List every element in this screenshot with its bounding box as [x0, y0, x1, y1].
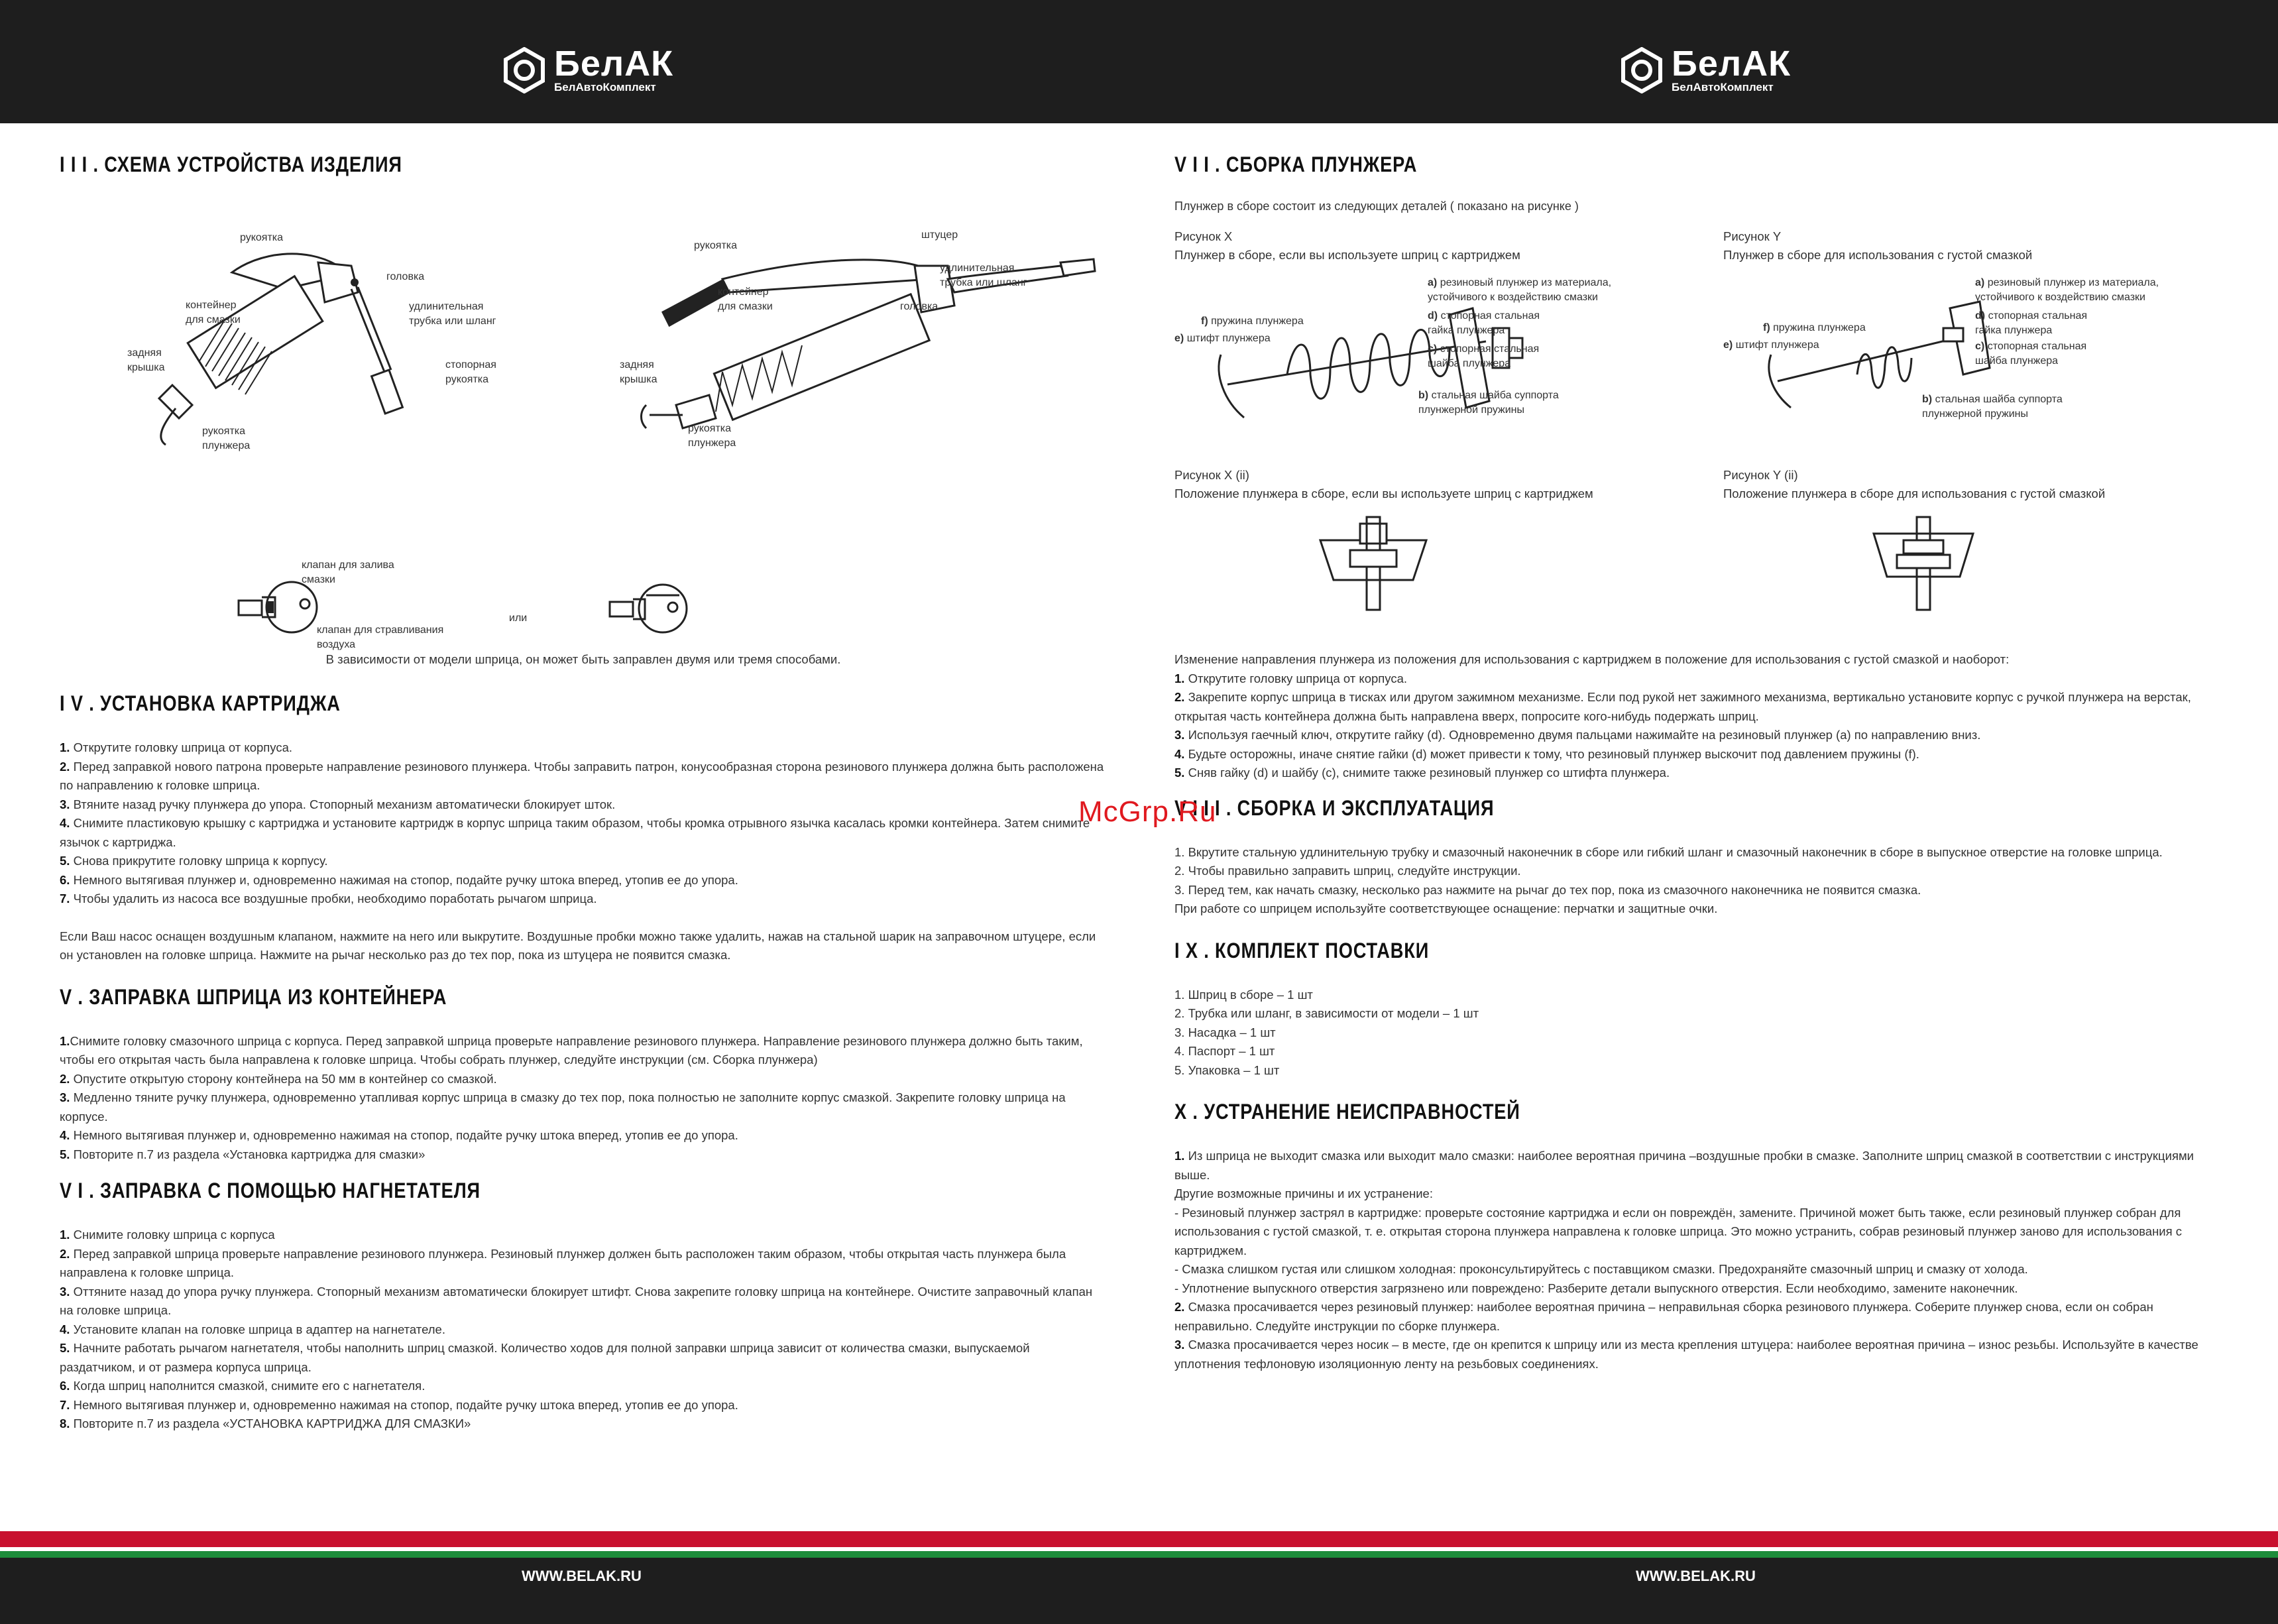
list-item: 2. Перед заправкой нового патрона проверьте направление резинового плунжера. Чтобы заправить патрон, конусообразная сторона резинового плунжера должна быть расположена по направлению к головке шприца.: [60, 759, 1104, 792]
part-d-label: d) стопорная стальная: [1975, 310, 2088, 321]
hex-nut-icon: [501, 47, 547, 93]
label: рукоятка: [694, 240, 738, 251]
label: задняя: [127, 347, 162, 359]
part-b-label-2: плунжерной пружины: [1922, 408, 2028, 420]
label: стопорная: [445, 359, 496, 371]
plunger-y2-drawing: [1864, 514, 1983, 613]
part-b-label-2: плунжерной пружины: [1418, 404, 1524, 416]
list-item: 3. Втяните назад ручку плунжера до упора. Стопорный механизм автоматически блокирует шток.: [60, 797, 616, 811]
list-item: 6. Немного вытягивая плунжер и, одновременно нажимая на стопор, подайте ручку штока вперед, утопив ее до упора.: [60, 872, 738, 887]
part-c-label: c) стопорная стальная: [1428, 343, 1540, 355]
label: удлинительная: [940, 262, 1015, 274]
fig-x-title: Рисунок X: [1174, 229, 1233, 243]
section-4-title: I V . УСТАНОВКА КАРТРИДЖА: [60, 691, 341, 715]
label: рукоятка: [688, 423, 732, 434]
part-b-label: b) стальная шайба суппорта: [1922, 394, 2063, 405]
list-item: 3. Оттяните назад до упора ручку плунжера. Стопорный механизм автоматически блокирует штифт. Снова закрепите головку шприца на контейнере. Очистите заправочный клапан на головке шприца.: [60, 1284, 1093, 1317]
fig-x2-title: Рисунок X (ii): [1174, 468, 1249, 482]
fig-x2-desc: Положение плунжера в сборе, если вы используете шприц с картриджем: [1174, 487, 1593, 500]
fig-y2-title: Рисунок Y (ii): [1723, 468, 1798, 482]
plunger-diagrams: [1174, 215, 2222, 653]
part-e-label: e) штифт плунжера: [1174, 333, 1271, 344]
list-item: 2. Трубка или шланг, в зависимости от модели – 1 шт: [1174, 1006, 1479, 1020]
list-item: 2. Перед заправкой шприца проверьте направление резинового плунжера. Резиновый плунжер должен быть расположен таким образом, чтобы открытая часть плунжера была направлена к головке шприца.: [60, 1246, 1066, 1279]
label: головка: [900, 301, 939, 312]
brand-name: БелАК: [1672, 44, 1792, 84]
label: головка: [386, 271, 425, 282]
label: контейнер: [718, 286, 769, 298]
list-item: 7. Немного вытягивая плунжер и, одновременно нажимая на стопор, подайте ручку штока вперед, утопив ее до упора.: [60, 1397, 738, 1412]
list-item: 4. Немного вытягивая плунжер и, одновременно нажимая на стопор, подайте ручку штока вперед, утопив ее до упора.: [60, 1128, 738, 1142]
fig-y-title: Рисунок Y: [1723, 229, 1782, 243]
plunger-x2-drawing: [1314, 514, 1433, 613]
brand-subtitle: БелАвтоКомплект: [1672, 81, 1774, 93]
text-line: - Уплотнение выпускного отверстия загрязнено или повреждено: Разберите детали выпускного отверстия. Если необходимо, замените наконечник.: [1174, 1281, 2018, 1295]
label: воздуха: [317, 639, 356, 650]
list-item: 4. Паспорт – 1 шт: [1174, 1044, 1275, 1058]
label: задняя: [620, 359, 654, 371]
valve-head-2-drawing: [606, 581, 699, 640]
list-item: 6. Когда шприц наполнится смазкой, снимите его с нагнетателя.: [60, 1379, 426, 1393]
part-c-label: c) стопорная стальная: [1975, 341, 2087, 352]
label: клапан для стравливания: [317, 624, 444, 636]
list-item: 5. Начните работать рычагом нагнетателя, чтобы наполнить шприц смазкой. Количество ходов для полной заправки шприца зависит от количества смазки, выпускаемой раздатчиком, и от размера корпуса шприца.: [60, 1341, 1030, 1374]
list-item: 5. Сняв гайку (d) и шайбу (c), снимите также резиновый плунжер со штифта плунжера.: [1174, 766, 1670, 780]
list-item: 4. Будьте осторожны, иначе снятие гайки (d) может привести к тому, что резиновый плунжер выскочит под давлением пружины (f).: [1174, 746, 1919, 761]
list-item: 1.Снимите головку смазочного шприца с корпуса. Перед заправкой шприца проверьте направление резинового плунжера. Направление резинового плунжера должно быть таким, чтобы его открытая часть была направлена к головке шприца. Чтобы собрать плунжер, следуйте инструкции (см. Сборка плунжера): [60, 1033, 1083, 1067]
footer-link-right[interactable]: WWW.BELAK.RU: [1636, 1568, 1756, 1584]
footer-link-left[interactable]: WWW.BELAK.RU: [522, 1568, 642, 1584]
left-page: [60, 152, 1107, 1434]
part-f-label: f) пружина плунжера: [1201, 316, 1304, 327]
text-line: - Смазка слишком густая или слишком холодная: проконсультируйтесь с поставщиком смазки. Предохраняйте смазочный шприц и смазку от холода.: [1174, 1262, 2028, 1276]
fig-y-desc: Плунжер в сборе для использования с густой смазкой: [1723, 248, 2033, 262]
part-c-label-2: шайба плунжера: [1428, 358, 1511, 369]
list-item: 4. Снимите пластиковую крышку с картриджа и установите картридж в корпус шприца таким образом, чтобы кромка отрывного язычка касалась кромки контейнера. Затем снимите язычок с картриджа.: [60, 816, 1090, 849]
section-10-text: [1174, 1147, 2222, 1373]
hex-nut-icon: [1619, 47, 1665, 93]
list-item: 2. Закрепите корпус шприца в тисках или другом зажимном механизме. Если под рукой нет зажимного механизма, вертикально установите корпус с ручкой плунжера на верстак, открытая часть контейнера должна быть направлена вверх, попросите кого-нибудь подержать шприц.: [1174, 690, 2191, 723]
list-item: 3. Смазка просачивается через носик – в месте, где он крепится к шприцу или из места крепления штуцера: наиболее вероятная причина – износ резьбы. Используйте в качестве уплотнения тефлоновую изоляционную ленту на резьбовых соединениях.: [1174, 1338, 2198, 1371]
list-item: 3. Насадка – 1 шт: [1174, 1025, 1276, 1039]
list-item: 1. Открутите головку шприца от корпуса.: [60, 740, 293, 754]
fig-x-desc: Плунжер в сборе, если вы используете шприц с картриджем: [1174, 248, 1520, 262]
diagram-caption: В зависимости от модели шприца, он может быть заправлен двумя или тремя способами.: [325, 652, 841, 666]
section-5-title: V . ЗАПРАВКА ШПРИЦА ИЗ КОНТЕЙНЕРА: [60, 984, 447, 1009]
change-intro: Изменение направления плунжера из положения для использования с картриджем в положение для использования с густой смазкой и наоборот:: [1174, 652, 2010, 666]
label: смазки: [302, 574, 335, 585]
logo-right: [1619, 46, 1791, 94]
list-item: 1. Открутите головку шприца от корпуса.: [1174, 671, 1408, 685]
label: рукоятка: [202, 426, 246, 437]
list-item: 2. Смазка просачивается через резиновый плунжер: наиболее вероятная причина – неправильная сборка резинового плунжера. Соберите плунжер снова, если он собран неправильно. Следуйте инструкции по сборке плунжера.: [1174, 1300, 2153, 1333]
brand-subtitle: БелАвтоКомплект: [554, 81, 656, 93]
list-item: 5. Повторите п.7 из раздела «Установка картриджа для смазки»: [60, 1147, 426, 1161]
plunger-intro: Плунжер в сборе состоит из следующих деталей ( показано на рисунке ): [1174, 200, 1579, 213]
list-item: 3. Используя гаечный ключ, открутите гайку (d). Одновременно двумя пальцами нажимайте на резиновый плунжер (a) по направлению вниз.: [1174, 728, 1981, 742]
label: для смазки: [718, 301, 773, 312]
label: клапан для залива: [302, 559, 394, 571]
label: рукоятка: [445, 374, 489, 385]
section-9-title: I X . КОМПЛЕКТ ПОСТАВКИ: [1174, 938, 1430, 962]
top-bar: [0, 0, 2278, 123]
label: удлинительная: [409, 301, 484, 312]
green-stripe: [0, 1551, 2278, 1558]
section-4-note: Если Ваш насос оснащен воздушным клапаном, нажмите на него или выкрутите. Воздушные пробки можно также удалить, нажав на стальной шарик на заправочном штуцере, если он установлен на головке шприца. Нажмите на рычаг несколько раз до тех пор, пока из штуцера не появится смазка.: [60, 929, 1096, 962]
label: трубка или шланг: [409, 316, 496, 327]
part-d-label-2: гайка плунжера: [1975, 325, 2053, 336]
list-item: 5. Снова прикрутите головку шприца к корпусу.: [60, 854, 328, 868]
label-or: или: [509, 612, 528, 624]
list-item: 8. Повторите п.7 из раздела «УСТАНОВКА КАРТРИДЖА ДЛЯ СМАЗКИ»: [60, 1417, 471, 1430]
label: крышка: [620, 374, 657, 385]
label: трубка или шланг: [940, 277, 1027, 288]
fig-y2-desc: Положение плунжера в сборе для использования с густой смазкой: [1723, 487, 2106, 500]
logo-left: [501, 46, 673, 94]
list-item: 4. Установите клапан на головке шприца в адаптер на нагнетателе.: [60, 1322, 445, 1336]
part-a-label-2: устойчивого к воздействию смазки: [1975, 292, 2145, 303]
section-7-steps: [1174, 650, 2222, 783]
label: плунжера: [202, 440, 251, 451]
section-7-title: V I I . СБОРКА ПЛУНЖЕРА: [1174, 152, 1418, 176]
list-item: 2. Чтобы правильно заправить шприц, следуйте инструкции.: [1174, 864, 1521, 878]
list-item: 1. Снимите головку шприца с корпуса: [60, 1228, 275, 1242]
list-item: 3. Медленно тяните ручку плунжера, одновременно утапливая корпус шприца в смазку до тех пор, пока полностью не заполните корпус смазкой. Закрепите головку шприца на корпусе.: [60, 1090, 1066, 1124]
list-item: При работе со шприцем используйте соответствующее оснащение: перчатки и защитные очки.: [1174, 901, 1718, 915]
section-4-list: [60, 738, 1107, 965]
section-3-title: I I I . СХЕМА УСТРОЙСТВА ИЗДЕЛИЯ: [60, 152, 402, 176]
watermark: McGrp.Ru: [1078, 795, 1217, 828]
section-8-list: [1174, 843, 2222, 919]
part-a-label: a) резиновый плунжер из материала,: [1428, 277, 1612, 288]
section-9-list: [1174, 986, 2222, 1080]
list-item: 7. Чтобы удалить из насоса все воздушные пробки, необходимо поработать рычагом шприца.: [60, 892, 597, 905]
device-diagram: [60, 200, 1107, 657]
list-item: 5. Упаковка – 1 шт: [1174, 1063, 1280, 1077]
label: плунжера: [688, 437, 736, 449]
label: штуцер: [921, 229, 958, 241]
part-f-label: f) пружина плунжера: [1763, 322, 1866, 333]
section-6-title: V I . ЗАПРАВКА С ПОМОЩЬЮ НАГНЕТАТЕЛЯ: [60, 1179, 481, 1202]
text-line: Другие возможные причины и их устранение:: [1174, 1187, 1433, 1200]
part-b-label: b) стальная шайба суппорта: [1418, 390, 1559, 401]
section-10-title: X . УСТРАНЕНИЕ НЕИСПРАВНОСТЕЙ: [1174, 1100, 1520, 1124]
list-item: 1. Вкрутите стальную удлинительную трубку и смазочный наконечник в сборе или гибкий шланг и смазочный наконечник в сборе в выпускное отверстие на головке шприца.: [1174, 844, 2163, 859]
section-5-list: [60, 1032, 1107, 1165]
section-8-title: V I I I . СБОРКА И ЭКСПЛУАТАЦИЯ: [1174, 795, 1495, 820]
label: рукоятка: [240, 232, 284, 243]
part-c-label-2: шайба плунжера: [1975, 355, 2059, 367]
brand-name: БелАК: [554, 44, 674, 84]
part-d-label: d) стопорная стальная: [1428, 310, 1540, 321]
list-item: 1. Шприц в сборе – 1 шт: [1174, 987, 1313, 1002]
label: контейнер: [186, 300, 237, 311]
label: крышка: [127, 362, 165, 373]
part-a-label: a) резиновый плунжер из материала,: [1975, 277, 2159, 288]
label: для смазки: [186, 314, 241, 325]
red-stripe: [0, 1531, 2278, 1547]
part-e-label: e) штифт плунжера: [1723, 339, 1819, 351]
list-item: 1. Из шприца не выходит смазка или выходит мало смазки: наиболее вероятная причина –воздушные пробки в смазке. Заполните шприц смазкой в соответствии с инструкциями выше.: [1174, 1149, 2194, 1182]
section-6-list: [60, 1226, 1107, 1434]
list-item: 2. Опустите открытую сторону контейнера на 50 мм в контейнер со смазкой.: [60, 1071, 497, 1086]
part-a-label-2: устойчивого к воздействию смазки: [1428, 292, 1598, 303]
text-line: - Резиновый плунжер застрял в картридже: проверьте состояние картриджа и если он повреждён, замените. Причиной может быть также, если резиновый плунжер собран для использования с густой смазкой, т. е. открытая сторона плунжера направлена к головке шприца. Это можно устранить, собрав резиновый плунжер заново для использования с картриджем.: [1174, 1205, 2183, 1257]
list-item: 3. Перед тем, как начать смазку, несколько раз нажмите на рычаг до тех пор, пока из смазочного наконечника не появится смазка.: [1174, 882, 1921, 897]
right-page: [1174, 152, 2222, 1373]
part-d-label-2: гайка плунжера: [1428, 325, 1505, 336]
